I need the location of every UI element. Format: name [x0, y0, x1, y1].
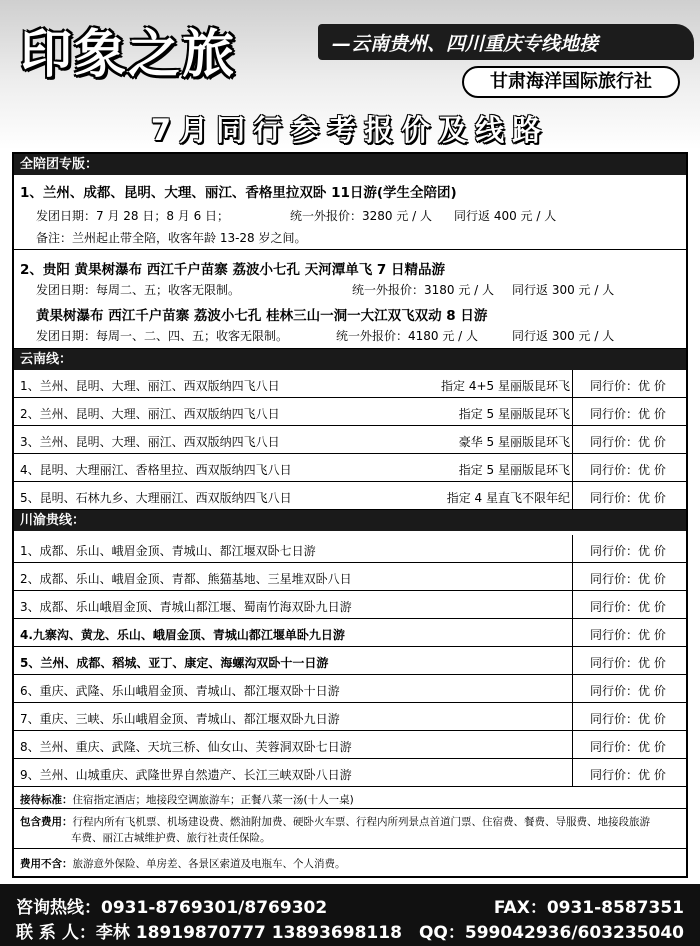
- column-divider: [572, 454, 573, 481]
- qq-numbers: QQ：599042936/603235040: [418, 923, 684, 943]
- table-row: [14, 591, 686, 619]
- route-note: 指定 4 星直飞不限年纪: [446, 491, 570, 505]
- tour-departure: 发团日期：每周一、二、四、五；收客无限制。: [36, 329, 289, 343]
- table-row: [14, 398, 686, 426]
- route-name: 5、昆明、石林九乡、大理丽江、西双版纳四飞八日: [20, 491, 292, 505]
- tour-departure: 发团日期：7 月 28 日；8 月 6 日；: [36, 209, 230, 223]
- excluded-costs: [14, 849, 686, 876]
- note-text: 住宿指定酒店；地接段空调旅游车；正餐八菜一汤(十人一桌): [72, 794, 354, 806]
- page-title: 7月同行参考报价及线路: [150, 113, 550, 147]
- route-price: 同行价：优 价: [590, 491, 666, 505]
- route-price: 同行价：优 价: [590, 379, 666, 393]
- route-note: 指定 5 星丽版昆环飞: [458, 407, 570, 421]
- table-row: [14, 675, 686, 703]
- column-divider: [572, 731, 573, 758]
- hotline: 咨询热线：0931-8769301/8769302: [16, 898, 328, 918]
- route-name: 4、昆明、大理丽江、香格里拉、西双版纳四飞八日: [20, 463, 292, 477]
- route-price: 同行价：优 价: [590, 656, 666, 670]
- route-price: 同行价：优 价: [590, 600, 666, 614]
- route-name: 1、成都、乐山、峨眉金顶、青城山、都江堰双卧七日游: [20, 544, 316, 558]
- tour-title: 黄果树瀑布 西江千户苗寨 荔波小七孔 桂林三山一洞一大江双飞双动 8 日游: [36, 308, 488, 324]
- route-price: 同行价：优 价: [590, 712, 666, 726]
- tour-block-1: [14, 175, 686, 250]
- table-row: [14, 482, 686, 510]
- column-divider: [572, 370, 573, 397]
- column-divider: [572, 482, 573, 509]
- price-table: [12, 152, 688, 878]
- note-label: 接待标准：: [20, 794, 73, 806]
- column-divider: [572, 759, 573, 786]
- route-name: 2、兰州、昆明、大理、丽江、西双版纳四飞八日: [20, 407, 280, 421]
- tour-rebate: 同行返 300 元 / 人: [512, 283, 615, 297]
- column-divider: [572, 563, 573, 590]
- route-note: 指定 4+5 星丽版昆环飞: [441, 379, 570, 393]
- note-label: 包含费用：: [20, 816, 73, 828]
- note-text: 车费、丽江古城维护费、旅行社责任保险。: [71, 832, 271, 844]
- footer-contact-bar: [0, 884, 700, 946]
- section-header-sichuan: 川渝贵线：: [14, 510, 686, 531]
- column-divider: [572, 647, 573, 674]
- route-note: 指定 5 星丽版昆环飞: [458, 463, 570, 477]
- route-name: 7、重庆、三峡、乐山峨眉金顶、青城山、都江堰双卧九日游: [20, 712, 340, 726]
- tour-remark: 备注：兰州起止带全陪，收客年龄 13-28 岁之间。: [36, 231, 307, 245]
- column-divider: [572, 591, 573, 618]
- route-name: 8、兰州、重庆、武隆、天坑三桥、仙女山、芙蓉洞双卧七日游: [20, 740, 352, 754]
- table-row: [14, 703, 686, 731]
- tour-price: 统一外报价：3180 元 / 人: [352, 283, 495, 297]
- included-costs: [14, 809, 686, 849]
- route-name: 3、成都、乐山峨眉金顶、青城山都江堰、蜀南竹海双卧九日游: [20, 600, 352, 614]
- route-name: 1、兰州、昆明、大理、丽江、西双版纳四飞八日: [20, 379, 280, 393]
- route-name: 6、重庆、武隆、乐山峨眉金顶、青城山、都江堰双卧十日游: [20, 684, 340, 698]
- section-header-yunnan: 云南线：: [14, 349, 686, 370]
- section-header-full-escort: 全陪团专版：: [14, 154, 686, 175]
- route-name: 4.九寨沟、黄龙、乐山、峨眉金顶、青城山都江堰单卧九日游: [20, 628, 345, 642]
- note-text: 旅游意外保险、单房差、各景区索道及电瓶车、个人消费。: [72, 858, 346, 870]
- contact-person: 联 系 人：李林 18919870777 13893698118: [16, 923, 402, 943]
- route-price: 同行价：优 价: [590, 544, 666, 558]
- tour-rebate: 同行返 300 元 / 人: [512, 329, 615, 343]
- tour-block-2: [14, 250, 686, 349]
- subtitle-text: —云南贵州、四川重庆专线地接: [332, 33, 599, 55]
- route-price: 同行价：优 价: [590, 768, 666, 782]
- brand-logo-text: 印象之旅: [20, 25, 237, 85]
- note-label: 费用不含：: [20, 858, 73, 870]
- tour-rebate: 同行返 400 元 / 人: [454, 209, 557, 223]
- route-name: 3、兰州、昆明、大理、丽江、西双版纳四飞八日: [20, 435, 280, 449]
- column-divider: [572, 426, 573, 453]
- route-price: 同行价：优 价: [590, 684, 666, 698]
- table-row: [14, 731, 686, 759]
- table-row: [14, 426, 686, 454]
- column-divider: [572, 703, 573, 730]
- tour-title: 2、贵阳 黄果树瀑布 西江千户苗寨 荔波小七孔 天河潭单飞 7 日精品游: [20, 262, 445, 278]
- tour-price: 统一外报价：3280 元 / 人: [290, 209, 433, 223]
- fax: FAX：0931-8587351: [493, 898, 684, 918]
- column-divider: [572, 398, 573, 425]
- table-row: [14, 619, 686, 647]
- route-price: 同行价：优 价: [590, 407, 666, 421]
- column-divider: [572, 535, 573, 562]
- route-note: 豪华 5 星丽版昆环飞: [458, 435, 570, 449]
- table-row: [14, 454, 686, 482]
- route-price: 同行价：优 价: [590, 740, 666, 754]
- reception-standard: [14, 787, 686, 809]
- tour-title: 1、兰州、成都、昆明、大理、丽江、香格里拉双卧 11日游(学生全陪团): [20, 185, 457, 201]
- column-divider: [572, 675, 573, 702]
- route-price: 同行价：优 价: [590, 463, 666, 477]
- table-row: [14, 647, 686, 675]
- subtitle-banner: [318, 24, 694, 60]
- route-name: 2、成都、乐山、峨眉金顶、青都、熊猫基地、三星堆双卧八日: [20, 572, 352, 586]
- agency-name: 甘肃海洋国际旅行社: [462, 66, 680, 98]
- route-price: 同行价：优 价: [590, 435, 666, 449]
- table-row: [14, 535, 686, 563]
- route-price: 同行价：优 价: [590, 628, 666, 642]
- route-name: 5、兰州、成都、稻城、亚丁、康定、海螺沟双卧十一日游: [20, 656, 329, 670]
- table-row: [14, 759, 686, 787]
- header-banner: [0, 0, 700, 150]
- note-text: 行程内所有飞机票、机场建设费、燃油附加费、硬卧火车票、行程内所列景点首道门票、住宿费、餐费、导服费、地接段旅游: [72, 816, 650, 828]
- table-row: [14, 370, 686, 398]
- column-divider: [572, 619, 573, 646]
- table-row: [14, 563, 686, 591]
- tour-price: 统一外报价：4180 元 / 人: [336, 329, 479, 343]
- tour-departure: 发团日期：每周二、五；收客无限制。: [36, 283, 241, 297]
- route-name: 9、兰州、山城重庆、武隆世界自然遗产、长江三峡双卧八日游: [20, 768, 352, 782]
- route-price: 同行价：优 价: [590, 572, 666, 586]
